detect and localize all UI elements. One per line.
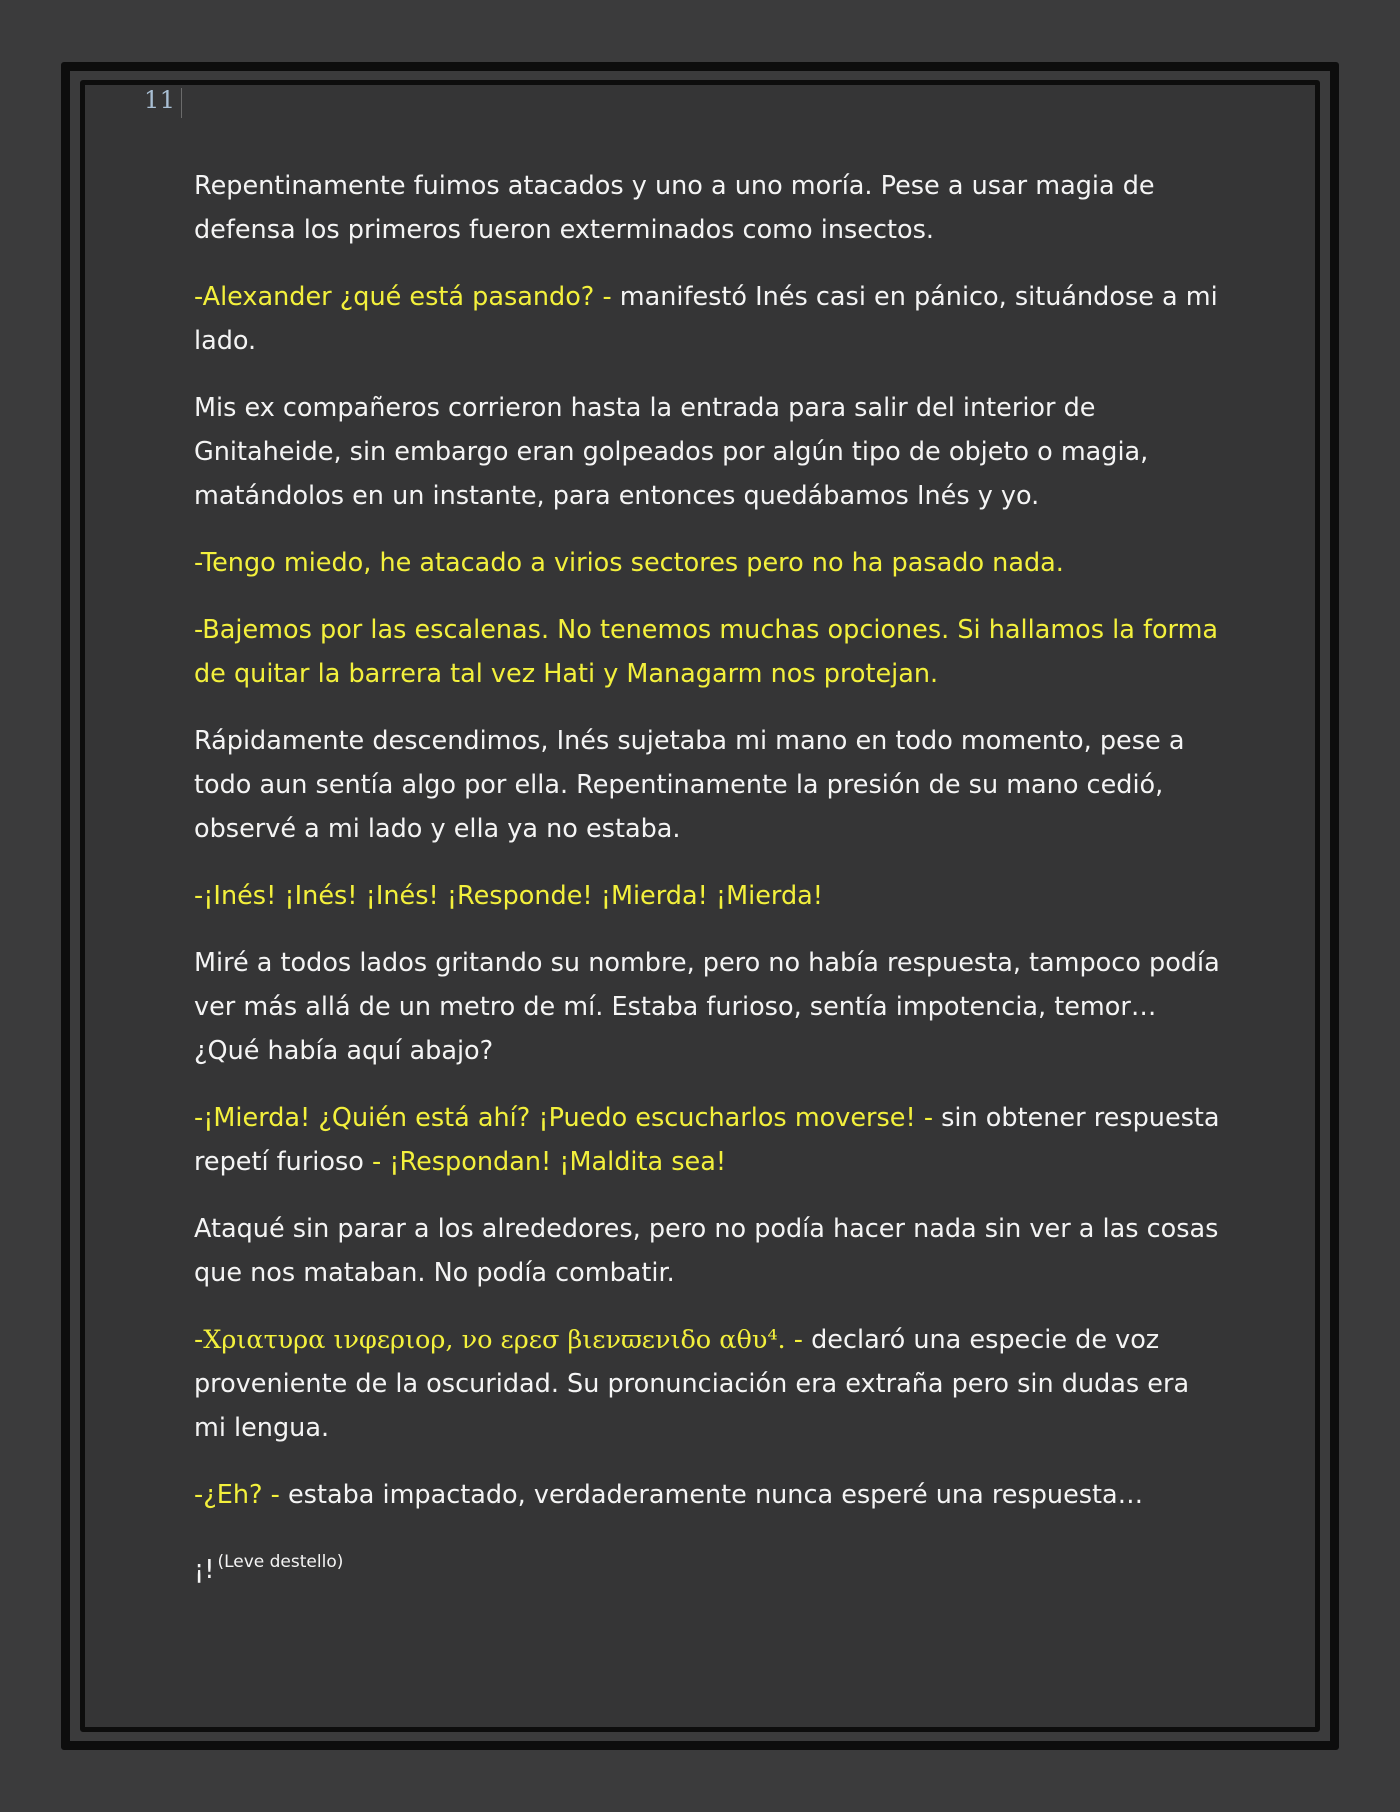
dialogue-text: -¡Mierda! ¿Quién está ahí? ¡Puedo escucharlos moverse! - xyxy=(194,1103,942,1133)
paragraph xyxy=(194,874,1224,918)
page-content xyxy=(194,164,1224,1615)
page-number: 11 xyxy=(144,86,176,114)
paragraph xyxy=(194,275,1224,363)
paragraph xyxy=(194,386,1224,518)
paragraph xyxy=(194,1207,1224,1295)
dialogue-text: -Tengo miedo, he atacado a virios sectores pero no ha pasado nada. xyxy=(194,548,1064,578)
dialogue-text: -¿Eh? - xyxy=(194,1480,288,1510)
narration-text: sin obtener respuesta repetí furioso xyxy=(194,1103,1220,1177)
dialogue-dash: - xyxy=(785,1325,812,1355)
sound-effect-note: (Leve destello) xyxy=(217,1552,344,1572)
exclamation-text: ¡! xyxy=(194,1555,215,1585)
narration-text: estaba impactado, verdaderamente nunca esperé una respuesta… xyxy=(287,1480,1144,1510)
paragraph xyxy=(194,1318,1224,1450)
paragraph xyxy=(194,1096,1224,1184)
dialogue-text: -Bajemos por las escalenas. No tenemos muchas opciones. Si hallamos la forma de quitar la barrera tal vez Hati y Managarm nos protejan. xyxy=(194,615,1219,689)
paragraph xyxy=(194,541,1224,585)
dialogue-text: -¡Inés! ¡Inés! ¡Inés! ¡Responde! ¡Mierda! ¡Mierda! xyxy=(194,881,823,911)
narration-text: manifestó Inés casi en pánico, situándose a mi lado. xyxy=(194,282,1218,356)
dialogue-dash: - xyxy=(194,1325,204,1355)
paragraph xyxy=(194,1473,1224,1517)
narration-text: Repentinamente fuimos atacados y uno a uno moría. Pese a usar magia de defensa los primeros fueron exterminados como insectos. xyxy=(194,171,1155,245)
paragraph xyxy=(194,164,1224,252)
paragraph xyxy=(194,719,1224,851)
paragraph xyxy=(194,608,1224,696)
narration-text: Mis ex compañeros corrieron hasta la entrada para salir del interior de Gnitaheide, sin embargo eran golpeados por algún tipo de objeto o magia, matándolos en un instante, para entonces quedábamos Inés y yo. xyxy=(194,393,1149,511)
narration-text: Rápidamente descendimos, Inés sujetaba mi mano en todo momento, pese a todo aun sentía algo por ella. Repentinamente la presión de su mano cedió, observé a mi lado y ella ya no estaba. xyxy=(194,726,1185,844)
paragraph xyxy=(194,1540,1224,1592)
page-number-divider xyxy=(181,88,182,118)
narration-text: Miré a todos lados gritando su nombre, pero no había respuesta, tampoco podía ver más allá de un metro de mí. Estaba furioso, sentía impotencia, temor… ¿Qué había aquí abajo? xyxy=(194,948,1220,1066)
dialogue-text: -Alexander ¿qué está pasando? - xyxy=(194,282,620,312)
narration-text: declaró una especie de voz proveniente de la oscuridad. Su pronunciación era extraña pero sin dudas era mi lengua. xyxy=(194,1325,1190,1443)
foreign-speech-text: Χριατυρα ινφεριορ, νο ερεσ βιενϖενιδο αθυ⁴. xyxy=(203,1325,786,1355)
narration-text: Ataqué sin parar a los alrededores, pero no podía hacer nada sin ver a las cosas que nos mataban. No podía combatir. xyxy=(194,1214,1219,1288)
paragraph xyxy=(194,941,1224,1073)
dialogue-text: - ¡Respondan! ¡Maldita sea! xyxy=(371,1147,727,1177)
